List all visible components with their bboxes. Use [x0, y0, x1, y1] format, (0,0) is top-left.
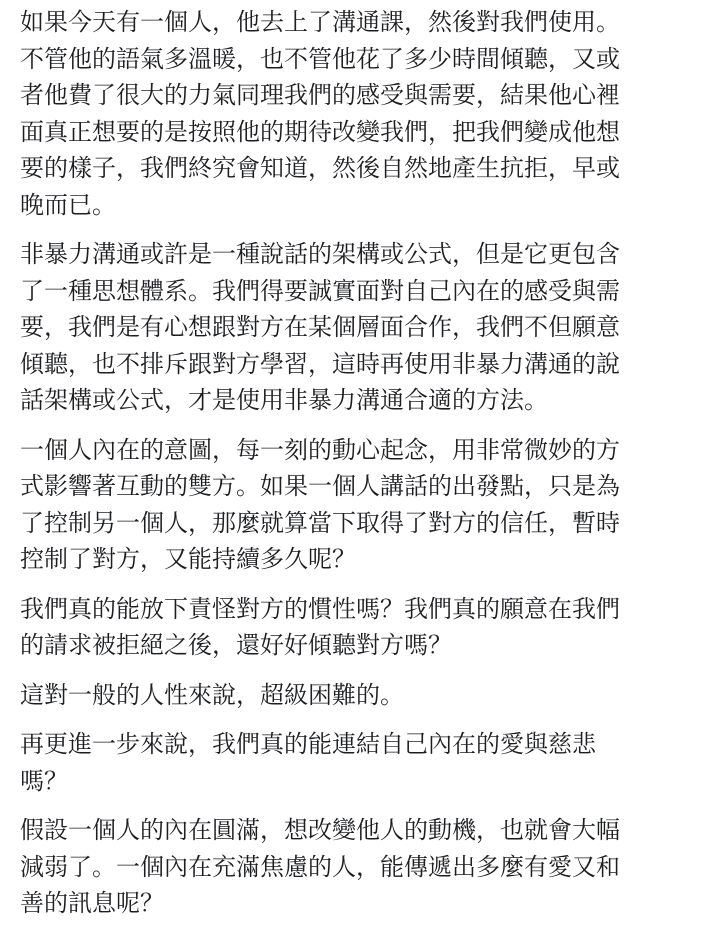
paragraph-3: 一個人內在的意圖，每一刻的動心起念，用非常微妙的方 式影響著互動的雙方。如果一個人講話的出發點，只是為 了控制另一個人，那麼就算當下取得了對方的信任，暫時 控制了對方，又能持續多久呢？ — [20, 435, 620, 573]
paragraph-7: 假設一個人的內在圓滿，想改變他人的動機，也就會大幅 減弱了。一個內在充滿焦慮的人，能傳遞出多麼有愛又和 善的訊息呢？ — [20, 816, 620, 917]
paragraph-1: 如果今天有一個人，他去上了溝通課，然後對我們使用。 不管他的語氣多溫暖，也不管他花了多少時間傾聽，又或 者他費了很大的力氣同理我們的感受與需要，結果他心裡 面真正想要的是按照他的期待改變我們，把我們變成他想 要的樣子，我們終究會知道，然後自然地產生抗拒，早或 晚而已。 — [20, 8, 620, 219]
paragraph-5: 這對一般的人性來說，超級困難的。 — [20, 680, 404, 709]
paragraph-4: 我們真的能放下責怪對方的慣性嗎？我們真的願意在我們 的請求被拒絕之後，還好好傾聽對方嗎？ — [20, 594, 620, 659]
post-body — [20, 4, 700, 935]
paragraph-6: 再更進一步來說，我們真的能連結自己內在的愛與慈悲 嗎？ — [20, 730, 596, 795]
paragraph-2: 非暴力溝通或許是一種說話的架構或公式，但是它更包含 了一種思想體系。我們得要誠實面對自己內在的感受與需 要，我們是有心想跟對方在某個層面合作，我們不但願意 傾聽，也不排斥跟對方學習，這時再使用非暴力溝通的說 話架構或公式，才是使用非暴力溝通合適的方法。 — [20, 240, 620, 414]
